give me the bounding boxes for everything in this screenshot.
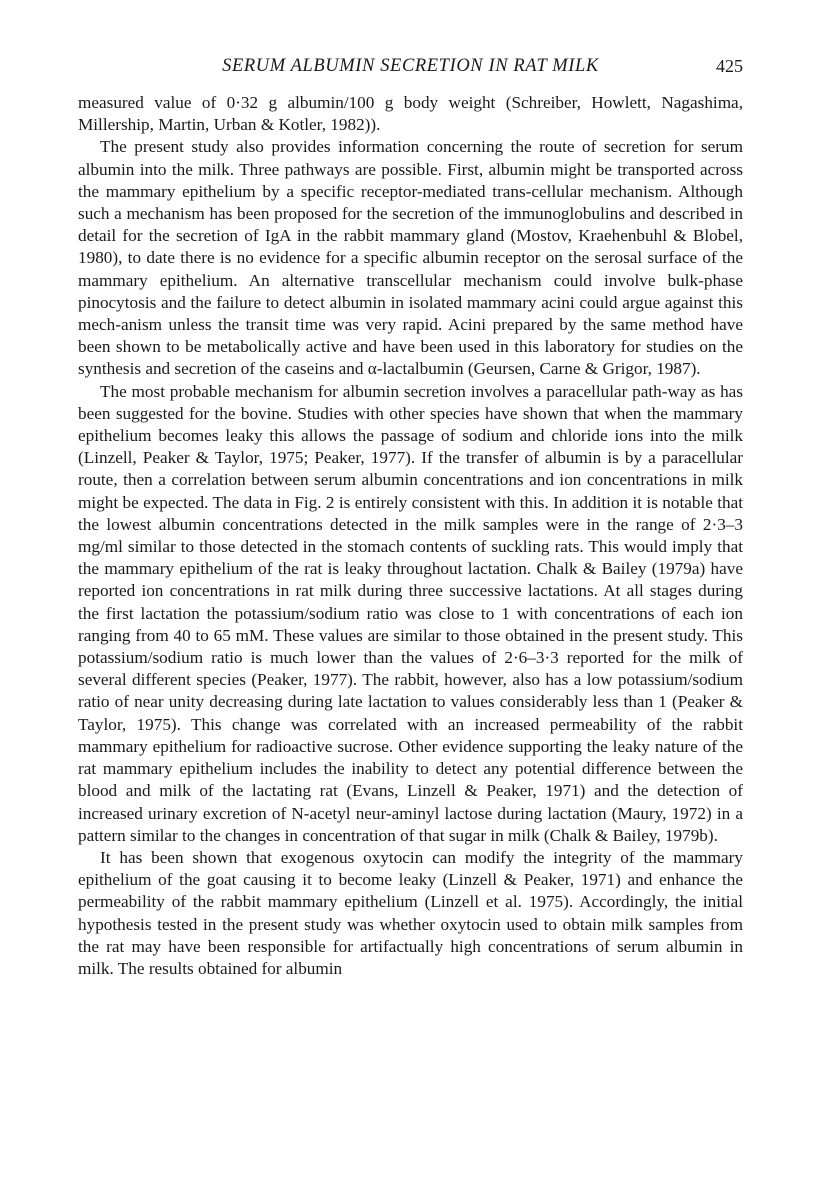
body-text bbox=[78, 92, 743, 980]
page-number: 425 bbox=[716, 56, 743, 76]
paragraph-oxytocin: It has been shown that exogenous oxytocin can modify the integrity of the mammary epithelium of the goat causing it to become leaky (Linzell & Peaker, 1971) and enhance the permeability of the rabbit mammary epithelium (Linzell et al. 1975). Accordingly, the initial hypothesis tested in the present study was whether oxytocin used to obtain milk samples from the rat may have been responsible for artifactually high concentrations of serum albumin in milk. The results obtained for albumin bbox=[78, 847, 743, 978]
paragraph-continuation: measured value of 0·32 g albumin/100 g body weight (Schreiber, Howlett, Nagashima, Millership, Martin, Urban & Kotler, 1982)). bbox=[78, 93, 743, 135]
running-header bbox=[78, 56, 743, 82]
paragraph-paracellular-pathway: The most probable mechanism for albumin secretion involves a paracellular path-way as has been suggested for the bovine. Studies with other species have shown that when the mammary epithelium becomes leaky this allows the passage of sodium and chloride ions into the milk (Linzell, Peaker & Taylor, 1975; Peaker, 1977). If the transfer of albumin is by a paracellular route, then a correlation between serum albumin concentrations and ion concentrations in milk might be expected. The data in Fig. 2 is entirely consistent with this. In addition it is notable that the lowest albumin concentrations detected in the milk samples were in the range of 2·3–3 mg/ml similar to those detected in the stomach contents of suckling rats. This would imply that the mammary epithelium of the rat is leaky throughout lactation. Chalk & Bailey (1979a) have reported ion concentrations in rat milk during three successive lactations. At all stages during the first lactation the potassium/sodium ratio was close to 1 with concentrations of each ion ranging from 40 to 65 mM. These values are similar to those obtained in the present study. This potassium/sodium ratio is much lower than the values of 2·6–3·3 reported for the milk of several different species (Peaker, 1977). The rabbit, however, also has a low potassium/sodium ratio of near unity decreasing during late lactation to values considerably less than 1 (Peaker & Taylor, 1975). This change was correlated with an increased permeability of the rabbit mammary epithelium for radioactive sucrose. Other evidence supporting the leaky nature of the rat mammary epithelium includes the inability to detect any potential difference between the blood and milk of the lactating rat (Evans, Linzell & Peaker, 1971) and the detection of increased urinary excretion of N-acetyl neur-aminyl lactose during lactation (Maury, 1972) in a pattern similar to the changes in concentration of that sugar in milk (Chalk & Bailey, 1979b). bbox=[78, 381, 743, 845]
running-title: SERUM ALBUMIN SECRETION IN RAT MILK bbox=[222, 56, 599, 76]
paragraph-secretion-route: The present study also provides information concerning the route of secretion for serum albumin into the milk. Three pathways are possible. First, albumin might be transported across the mammary epithelium by a specific receptor-mediated trans-cellular mechanism. Although such a mechanism has been proposed for the secretion of the immunoglobulins and described in detail for the secretion of IgA in the rabbit mammary gland (Mostov, Kraehenbuhl & Blobel, 1980), to date there is no evidence for a specific albumin receptor on the serosal surface of the mammary epithelium. An alternative transcellular mechanism could involve bulk-phase pinocytosis and the failure to detect albumin in isolated mammary acini could argue against this mech-anism unless the transit time was very rapid. Acini prepared by the same method have been shown to be metabolically active and have been used in this laboratory for studies on the synthesis and secretion of the caseins and α-lactalbumin (Geursen, Carne & Grigor, 1987). bbox=[78, 137, 743, 379]
